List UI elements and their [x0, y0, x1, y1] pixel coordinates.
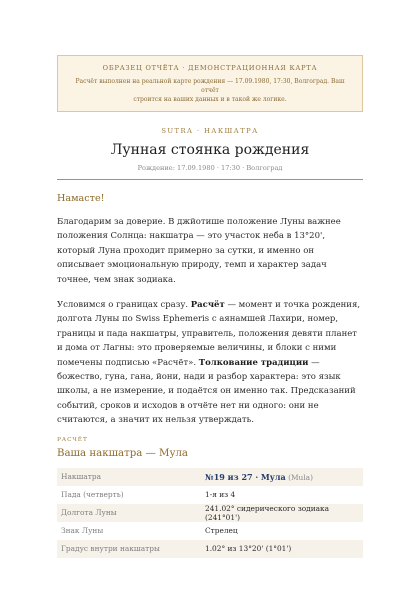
table-row	[57, 486, 363, 504]
table-row	[57, 540, 363, 558]
nakshatra-latin-name: (Mula)	[288, 472, 313, 482]
greeting: Намасте!	[57, 193, 105, 204]
report-page	[57, 55, 363, 558]
boundaries-text-3: — божество, гуна, гана, йони, нади и разбор характера: это язык школы, а не измерение, и подаётся он именно так. Предсказаний событий, сроков и исходов в отчёте нет ни одного: они не считаются, а значит их нельзя утверждать.	[57, 357, 356, 426]
nakshatra-facts-table	[57, 468, 363, 558]
sample-notice-line-2: строится на ваших данных и в такой же логике.	[133, 96, 287, 103]
fact-label: Градус внутри накшатры	[57, 540, 201, 558]
section-kicker: РАСЧЁТ	[57, 436, 88, 443]
fact-label: Пада (четверть)	[61, 490, 124, 500]
sample-notice	[57, 55, 363, 112]
fact-label: Долгота Луны	[57, 504, 201, 522]
table-row	[57, 504, 363, 522]
tradition-term: Толкование традиции	[198, 357, 309, 368]
brand-label: SUTRA · НАКШАТРА	[161, 127, 259, 135]
fact-label: Знак Луны	[61, 526, 104, 536]
boundaries-paragraph	[57, 298, 363, 428]
fact-value	[201, 468, 363, 486]
boundaries-text-2: — момент и точка рождения, долгота Луны по Swiss Ephemeris с аянамшей Лахири, номер, границы и пада накшатры, управитель, положения девяти планет и дома от Лагны: это проверяемые величины, и блоки с ними помечены подписью «Расчёт».	[57, 300, 361, 368]
fact-value: 241.02° сидерического зодиака (241°01')	[201, 504, 363, 522]
title-divider	[57, 179, 363, 180]
table-row	[57, 522, 363, 540]
calculation-term: Расчёт	[190, 300, 225, 311]
page-title: Лунная стоянка рождения	[110, 142, 310, 158]
fact-value: 1-я из 4	[205, 490, 236, 500]
sample-notice-text	[68, 77, 352, 104]
fact-label: Накшатра	[57, 468, 201, 486]
sample-notice-line-1: Расчёт выполнен на реальной карте рождения — 17.09.1980, 17:30, Волгоград. Ваш отчёт	[75, 78, 345, 94]
section-title: Ваша накшатра — Мула	[57, 447, 188, 459]
table-row	[57, 468, 363, 486]
sample-notice-title: ОБРАЗЕЦ ОТЧЁТА · ДЕМОНСТРАЦИОННАЯ КАРТА	[102, 64, 318, 72]
fact-value: 1.02° из 13°20' (1°01')	[201, 540, 363, 558]
intro-paragraph: Благодарим за доверие. В джйотише положение Луны важнее положения Солнца: накшатра — это участок неба в 13°20', который Луна проходит примерно за сутки, и именно он описывает эмоциональную природу, темп и характер задач точнее, чем знак зодиака.	[57, 217, 341, 285]
birth-details: Рождение: 17.09.1980 · 17:30 · Волгоград	[137, 164, 283, 172]
nakshatra-number: №19 из 27 · Мула	[205, 471, 286, 482]
fact-value: Стрелец	[205, 526, 238, 536]
boundaries-text-1: Условимся о границах сразу.	[57, 300, 191, 311]
